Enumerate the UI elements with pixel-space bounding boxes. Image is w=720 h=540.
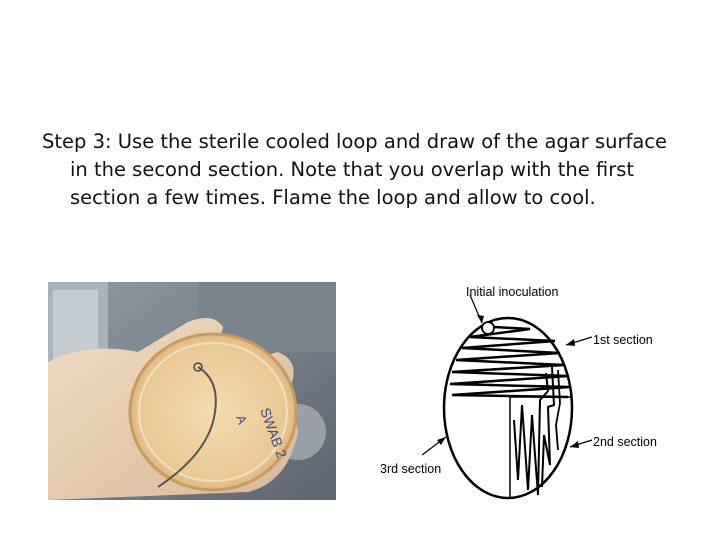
step-caption: [42, 128, 682, 212]
streaking-photo: [48, 282, 336, 500]
label-initial-inoculation: Initial inoculation: [466, 285, 559, 299]
caption-line-3: section a few times. Flame the loop and allow to cool.: [70, 186, 596, 209]
caption-line-2: in the second section. Note that you overlap with the first: [70, 158, 635, 181]
label-first-section: 1st section: [593, 333, 653, 347]
photo-illustration: [48, 282, 336, 500]
caption-line-1: Step 3: Use the sterile cooled loop and draw of the agar surface: [42, 130, 668, 153]
label-third-section: 3rd section: [380, 462, 442, 476]
plate-label-text: SWAB 2: [257, 405, 291, 461]
streak-plate-diagram: [370, 275, 670, 515]
label-second-section: 2nd section: [593, 435, 657, 449]
initial-inoculation-spot: [482, 322, 494, 334]
streak-diagram: [370, 275, 670, 515]
plate-label: A: [233, 412, 251, 427]
